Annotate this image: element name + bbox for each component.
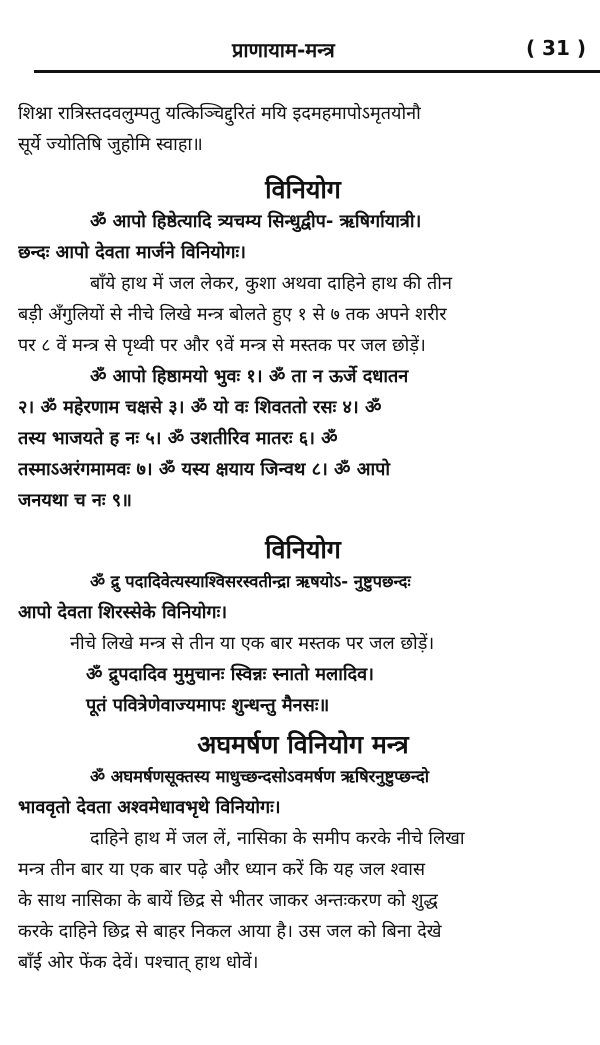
mantra-line: पूतं पवित्रेणेवाज्यमापः शुन्धन्तु मैनसः॥: [86, 695, 330, 716]
instruction-line: बड़ी अँगुलियों से नीचे लिखे मन्त्र बोलते हुए १ से ७ तक अपने शरीर: [18, 304, 447, 325]
instruction-line: पर ८ वें मन्त्र से पृथ्वी पर और ९वें मन्त्र से मस्तक पर जल छोड़ें।: [18, 335, 426, 356]
instruction-line: बाँई ओर फेंक देवें। पश्चात् हाथ धोवें।: [18, 952, 259, 973]
instruction-line: करके दाहिने छिद्र से बाहर निकल आया है। उस जल को बिना देखे: [18, 921, 442, 942]
mantra-line: जनयथा च नः ९॥: [18, 490, 132, 511]
mantra-line: भाववृतो देवता अश्वमेधावभृथे विनियोगः।: [18, 797, 281, 818]
intro-line: सूर्ये ज्योतिषि जुहोमि स्वाहा॥: [18, 134, 203, 155]
instruction-line: दाहिने हाथ में जल लें, नासिका के समीप करके नीचे लिखा: [90, 828, 465, 849]
section-heading: विनियोग: [265, 535, 341, 564]
intro-line: शिश्ना रात्रिस्तदवलुम्पतु यत्किञ्चिद्दुरितं मयि इदमहमापोऽमृतयोनौ: [18, 103, 421, 124]
instruction-line: नीचे लिखे मन्त्र से तीन या एक बार मस्तक पर जल छोड़ें।: [70, 633, 435, 654]
page-body: [18, 98, 588, 978]
section-heading: अघमर्षण विनियोग मन्त्र: [197, 730, 409, 759]
mantra-line: तस्माऽअरंगमामवः ७। ॐ यस्य क्षयाय जिन्वथ ८। ॐ आपो: [18, 459, 391, 480]
instruction-line: बाँये हाथ में जल लेकर, कुशा अथवा दाहिने हाथ की तीन: [90, 273, 452, 294]
instruction-line: मन्त्र तीन बार या एक बार पढ़े और ध्यान करें कि यह जल श्वास: [18, 859, 426, 880]
page-header: [0, 36, 600, 66]
page-number: ( 31 ): [525, 36, 586, 60]
mantra-line: ॐ द्रु पदादिवेत्यस्याश्विसरस्वतीन्द्रा ऋषयोऽ- नुष्टुपछन्दः: [90, 572, 411, 591]
page-title: प्राणायाम-मन्त्र: [232, 38, 335, 62]
instruction-line: के साथ नासिका के बायें छिद्र से भीतर जाकर अन्तःकरण को शुद्ध: [18, 890, 438, 911]
mantra-line: आपो देवता शिरस्सेके विनियोगः।: [18, 602, 228, 623]
section-heading: विनियोग: [265, 175, 341, 204]
mantra-line: ॐ अघमर्षणसूक्तस्य माधुच्छन्दसोऽवमर्षण ऋषिरनुष्टुप्छन्दो: [90, 767, 429, 786]
mantra-line: ॐ आपो हिष्ठामयो भुवः १। ॐ ता न ऊर्जे दधातन: [90, 366, 409, 387]
mantra-line: ॐ द्रुपदादिव मुमुचानः स्विन्नः स्नातो मलादिव।: [86, 664, 374, 685]
header-rule: [34, 70, 600, 73]
mantra-line: ॐ आपो हिष्ठेत्यादि त्र्यचम्य सिन्धुद्वीप- ऋषिर्गायात्री।: [90, 211, 422, 232]
mantra-line: तस्य भाजयते ह नः ५। ॐ उशतीरिव मातरः ६। ॐ: [18, 428, 338, 449]
mantra-line: २। ॐ महेरणाम चक्षसे ३। ॐ यो वः शिवततो रसः ४। ॐ: [18, 397, 382, 418]
mantra-line: छन्दः आपो देवता मार्जने विनियोगः।: [18, 242, 246, 263]
